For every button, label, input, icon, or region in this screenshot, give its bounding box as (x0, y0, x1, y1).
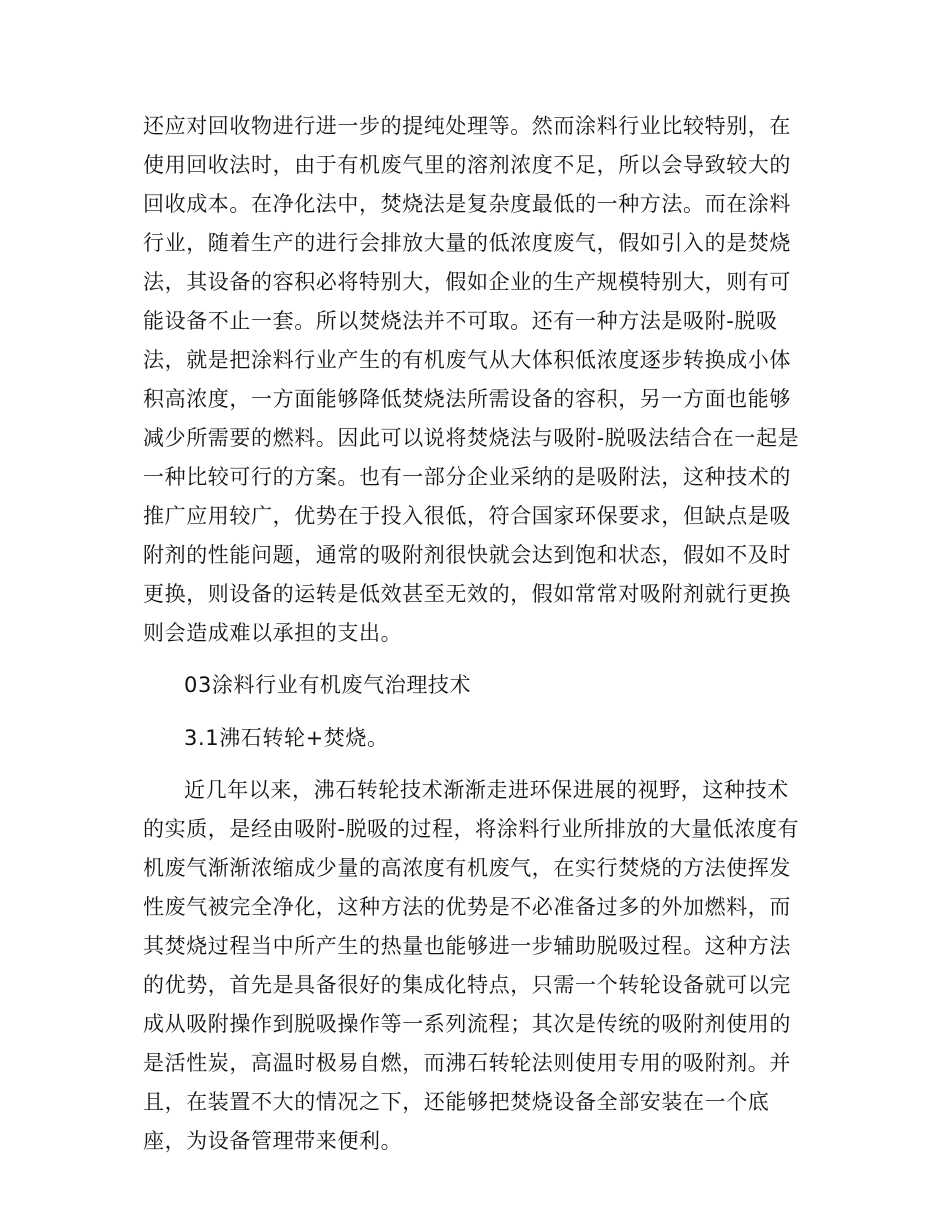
text-line: 的实质，是经由吸附-脱吸的过程，将涂料行业所排放的大量低浓度有 (143, 817, 800, 841)
text-line: 推广应用较广，优势在于投入很低，符合国家环保要求，但缺点是吸 (143, 504, 791, 528)
text-line: 法，其设备的容积必将特别大，假如企业的生产规模特别大，则有可 (143, 270, 791, 294)
text-line: 回收成本。在净化法中，焚烧法是复杂度最低的一种方法。而在涂料 (143, 192, 791, 216)
text-line: 近几年以来，沸石转轮技术渐渐走进环保进展的视野，这种技术 (184, 778, 789, 802)
text-line: 行业，随着生产的进行会排放大量的低浓度废气，假如引入的是焚烧 (143, 231, 791, 255)
text-line: 使用回收法时，由于有机废气里的溶剂浓度不足，所以会导致较大的 (143, 153, 791, 177)
text-line: 座，为设备管理带来便利。 (143, 1129, 403, 1153)
text-line: 的优势，首先是具备很好的集成化特点，只需一个转轮设备就可以完 (143, 973, 791, 997)
text-line: 能设备不止一套。所以焚烧法并不可取。还有一种方法是吸附-脱吸 (143, 309, 778, 333)
text-line: 其焚烧过程当中所产生的热量也能够进一步辅助脱吸过程。这种方法 (143, 934, 791, 958)
text-line: 还应对回收物进行进一步的提纯处理等。然而涂料行业比较特别，在 (143, 114, 791, 138)
text-line: 更换，则设备的运转是低效甚至无效的，假如常常对吸附剂就行更换 (143, 582, 791, 606)
text-line: 且，在装置不大的情况之下，还能够把焚烧设备全部安装在一个底 (143, 1090, 770, 1114)
text-line: 性废气被完全净化，这种方法的优势是不必准备过多的外加燃料，而 (143, 895, 791, 919)
text-line: 附剂的性能问题，通常的吸附剂很快就会达到饱和状态，假如不及时 (143, 543, 791, 567)
text-line: 机废气渐渐浓缩成少量的高浓度有机废气，在实行焚烧的方法使挥发 (143, 856, 791, 880)
subsection-heading: 3.1沸石转轮+焚烧。 (184, 726, 389, 750)
text-line: 成从吸附操作到脱吸操作等一系列流程；其次是传统的吸附剂使用的 (143, 1012, 791, 1036)
text-line: 是活性炭，高温时极易自燃，而沸石转轮法则使用专用的吸附剂。并 (143, 1051, 791, 1075)
text-line: 积高浓度，一方面能够降低焚烧法所需设备的容积，另一方面也能够 (143, 387, 791, 411)
section-heading: 03涂料行业有机废气治理技术 (184, 673, 472, 697)
text-line: 法，就是把涂料行业产生的有机废气从大体积低浓度逐步转换成小体 (143, 348, 791, 372)
text-line: 减少所需要的燃料。因此可以说将焚烧法与吸附-脱吸法结合在一起是 (143, 426, 800, 450)
text-line: 一种比较可行的方案。也有一部分企业采纳的是吸附法，这种技术的 (143, 465, 791, 489)
text-line: 则会造成难以承担的支出。 (143, 621, 403, 645)
